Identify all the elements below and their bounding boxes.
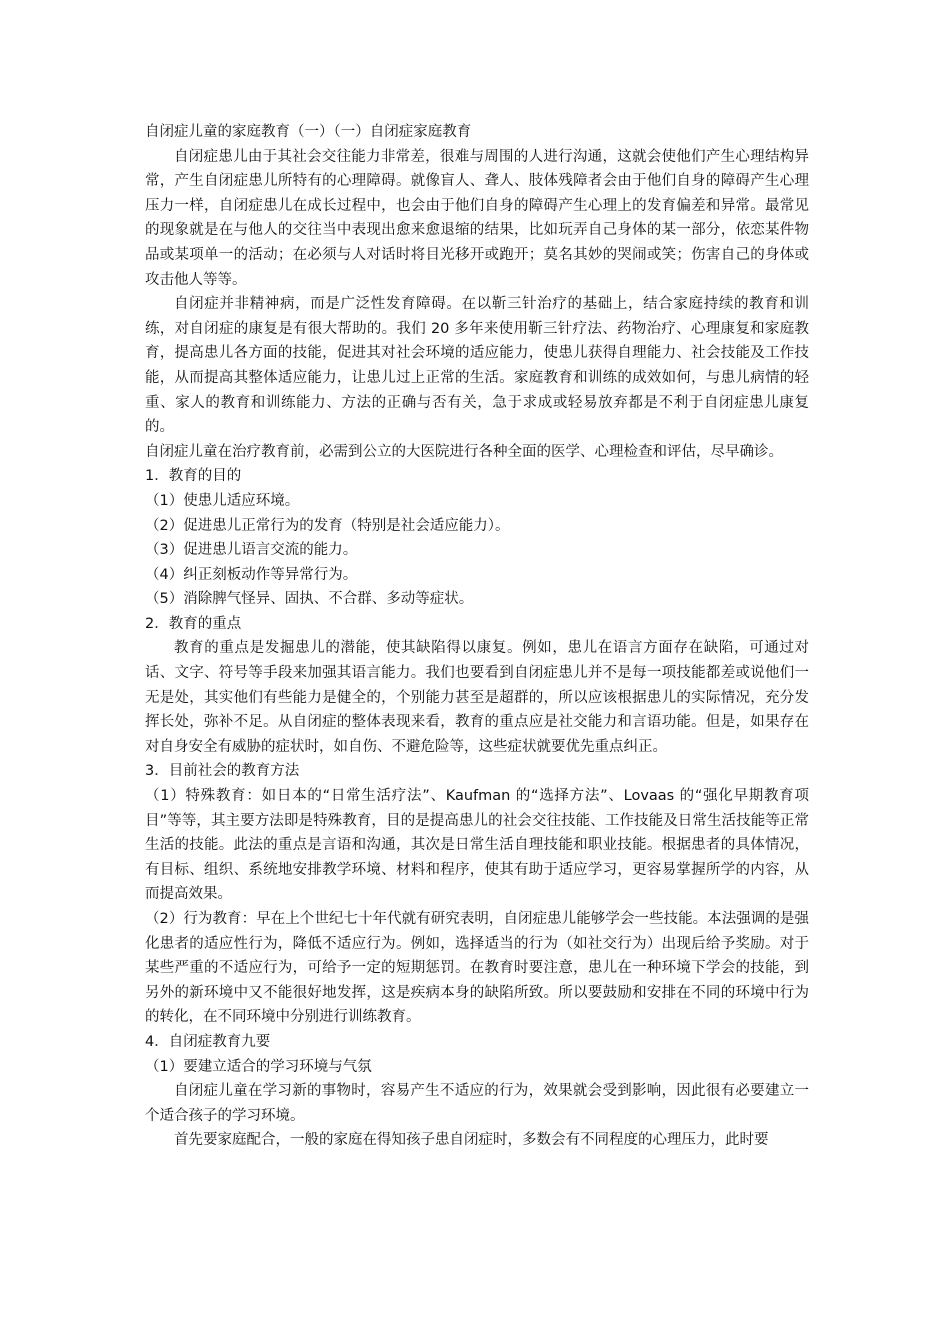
document-title: 自闭症儿童的家庭教育（一）（一）自闭症家庭教育 — [145, 124, 472, 140]
goal-item: （2）促进患儿正常行为的发育（特别是社会适应能力）。 — [145, 517, 510, 534]
paragraph-treatment: 自闭症并非精神病，而是广泛性发育障碍。在以靳三针治疗的基础上，结合家庭持续的教育和训练，对自闭症的康复是有很大帮助的。我们 20 多年来使用靳三针疗法、药物治疗、心理康复和家庭教育，提高患儿各方面的技能，促进其对社会环境的适应能力，使患儿获得自理能力、社会技能及工作技能，从而提高其整体适应能力，让患儿过上正常的生活。家庭教育和训练的成效如何，与患儿病情的轻重、家人的教育和训练能力、方法的正确与否有关，急于求成或轻易放弃都是不利于自闭症患儿康复的。 — [145, 296, 809, 436]
paragraph-diagnosis: 自闭症儿童在治疗教育前，必需到公立的大医院进行各种全面的医学、心理检查和评估，尽早确诊。 — [145, 443, 783, 460]
paragraph-behavior-education: （2）行为教育：早在上个世纪七十年代就有研究表明，自闭症患儿能够学会一些技能。本法强调的是强化患者的适应性行为，降低不适应行为。例如，选择适当的行为（如社交行为）出现后给予奖励。对于某些严重的不适应行为，可给予一定的短期惩罚。在教育时要注意，患儿在一种环境下学会的技能，到另外的新环境中又不能很好地发挥，这是疾病本身的缺陷所致。所以要鼓励和安排在不同的环境中行为的转化，在不同环境中分别进行训练教育。 — [145, 911, 809, 1026]
section-heading-methods: 3．目前社会的教育方法 — [145, 763, 300, 780]
section-heading-focus: 2．教育的重点 — [145, 615, 242, 632]
paragraph-focus: 教育的重点是发掘患儿的潜能，使其缺陷得以康复。例如，患儿在语言方面存在缺陷，可通过对话、文字、符号等手段来加强其语言能力。我们也要看到自闭症患儿并不是每一项技能都差或说他们一无是处，其实他们有些能力是健全的，个别能力甚至是超群的，所以应该根据患儿的实际情况，充分发挥长处，弥补不足。从自闭症的整体表现来看，教育的重点应是社交能力和言语功能。但是，如果存在对自身安全有威胁的症状时，如自伤、不避危险等，这些症状就要优先重点纠正。 — [145, 640, 809, 755]
goal-item: （4）纠正刻板动作等异常行为。 — [145, 566, 358, 583]
document-body — [145, 120, 809, 1153]
paragraph-intro: 自闭症患儿由于其社会交往能力非常差，很难与周围的人进行沟通，这就会使他们产生心理结构异常，产生自闭症患儿所特有的心理障碍。就像盲人、聋人、肢体残障者会由于他们自身的障碍产生心理压力一样，自闭症患儿在成长过程中，也会由于他们自身的障碍产生心理上的发育偏差和异常。最常见的现象就是在与他人的交往当中表现出愈来愈退缩的结果，比如玩弄自己身体的某一部分，依恋某件物品或某项单一的活动；在必须与人对话时将目光移开或跑开；莫名其妙的哭闹或笑；伤害自己的身体或攻击他人等等。 — [145, 148, 809, 288]
goal-item: （1）使患儿适应环境。 — [145, 492, 300, 509]
section-heading-goals: 1．教育的目的 — [145, 468, 242, 485]
goal-item: （5）消除脾气怪异、固执、不合群、多动等症状。 — [145, 591, 474, 608]
paragraph-environment: 自闭症儿童在学习新的事物时，容易产生不适应的行为，效果就会受到影响，因此很有必要建立一个适合孩子的学习环境。 — [145, 1083, 809, 1124]
paragraph-special-education: （1）特殊教育：如日本的“日常生活疗法”、Kaufman 的“选择方法”、Lovaas 的“强化早期教育项目”等等，其主要方法即是特殊教育，目的是提高患儿的社会交往技能、工作技能及日常生活技能等正常生活的技能。此法的重点是言语和沟通，其次是日常生活自理技能和职业技能。根据患者的具体情况，有目标、组织、系统地安排教学环境、材料和程序，使其有助于适应学习，更容易掌握所学的内容，从而提高效果。 — [145, 788, 809, 903]
goal-item: （3）促进患儿语言交流的能力。 — [145, 542, 358, 559]
section-heading-nine-musts: 4．自闭症教育九要 — [145, 1033, 271, 1050]
subheading-environment: （1）要建立适合的学习环境与气氛 — [145, 1058, 372, 1075]
paragraph-family: 首先要家庭配合，一般的家庭在得知孩子患自闭症时，多数会有不同程度的心理压力，此时要 — [174, 1132, 769, 1149]
